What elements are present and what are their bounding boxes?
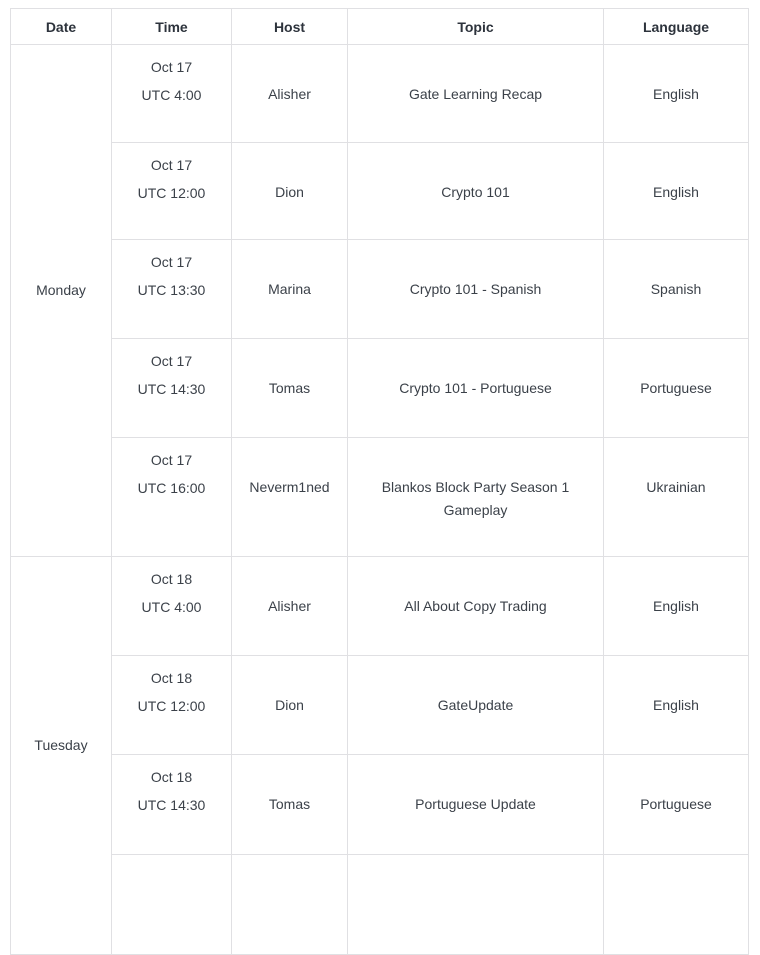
header-cell-topic: Topic [348,9,604,45]
schedule-table [10,8,749,955]
cell-topic: Crypto 101 - Spanish [348,240,604,339]
session-date: Oct 18 [150,571,193,587]
session-time: UTC 14:30 [137,797,206,813]
table-row [11,240,749,339]
date-label: Tuesday [34,737,88,753]
cell-time [112,339,232,438]
session-date: Oct 17 [150,59,193,75]
header-cell-time: Time [112,9,232,45]
cell-language: Portuguese [604,339,749,438]
cell-time [112,240,232,339]
cell-time [112,855,232,955]
table-row [11,438,749,557]
cell-host [232,855,348,955]
date-cell-monday [11,45,112,557]
cell-time [112,755,232,855]
cell-topic: Crypto 101 - Portuguese [348,339,604,438]
table-row [11,557,749,656]
header-cell-date: Date [11,9,112,45]
cell-host: Tomas [232,755,348,855]
cell-host: Tomas [232,339,348,438]
session-date: Oct 17 [150,353,193,369]
cell-language: Spanish [604,240,749,339]
cell-host: Dion [232,656,348,755]
cell-language: English [604,45,749,143]
session-date: Oct 17 [150,254,193,270]
session-time: UTC 14:30 [137,381,206,397]
cell-topic: Blankos Block Party Season 1 Gameplay [348,438,604,557]
cell-topic: Gate Learning Recap [348,45,604,143]
session-date: Oct 17 [150,452,193,468]
session-time: UTC 12:00 [137,185,206,201]
table-row [11,143,749,240]
header-cell-host: Host [232,9,348,45]
table-row [11,656,749,755]
session-time: UTC 13:30 [137,282,206,298]
session-date: Oct 18 [150,670,193,686]
cell-host: Alisher [232,557,348,656]
header-cell-language: Language [604,9,749,45]
header-row [11,9,749,45]
cell-language: Portuguese [604,755,749,855]
session-time: UTC 16:00 [137,480,206,496]
session-time: UTC 12:00 [137,698,206,714]
table-row [11,45,749,143]
cell-language: Ukrainian [604,438,749,557]
cell-host: Dion [232,143,348,240]
table-row [11,339,749,438]
cell-topic [348,855,604,955]
cell-topic: GateUpdate [348,656,604,755]
cell-language: English [604,557,749,656]
cell-time [112,143,232,240]
cell-language: English [604,656,749,755]
cell-time [112,438,232,557]
cell-language [604,855,749,955]
cell-time [112,557,232,656]
cell-topic: All About Copy Trading [348,557,604,656]
cell-host: Marina [232,240,348,339]
cell-host: Alisher [232,45,348,143]
table-row [11,855,749,955]
date-cell-tuesday [11,557,112,955]
session-time: UTC 4:00 [141,87,202,103]
cell-language: English [604,143,749,240]
cell-host: Neverm1ned [232,438,348,557]
session-date: Oct 17 [150,157,193,173]
cell-time [112,656,232,755]
date-label: Monday [36,282,86,298]
session-time: UTC 4:00 [141,599,202,615]
cell-topic: Portuguese Update [348,755,604,855]
cell-time [112,45,232,143]
cell-topic: Crypto 101 [348,143,604,240]
table-row [11,755,749,855]
session-date: Oct 18 [150,769,193,785]
